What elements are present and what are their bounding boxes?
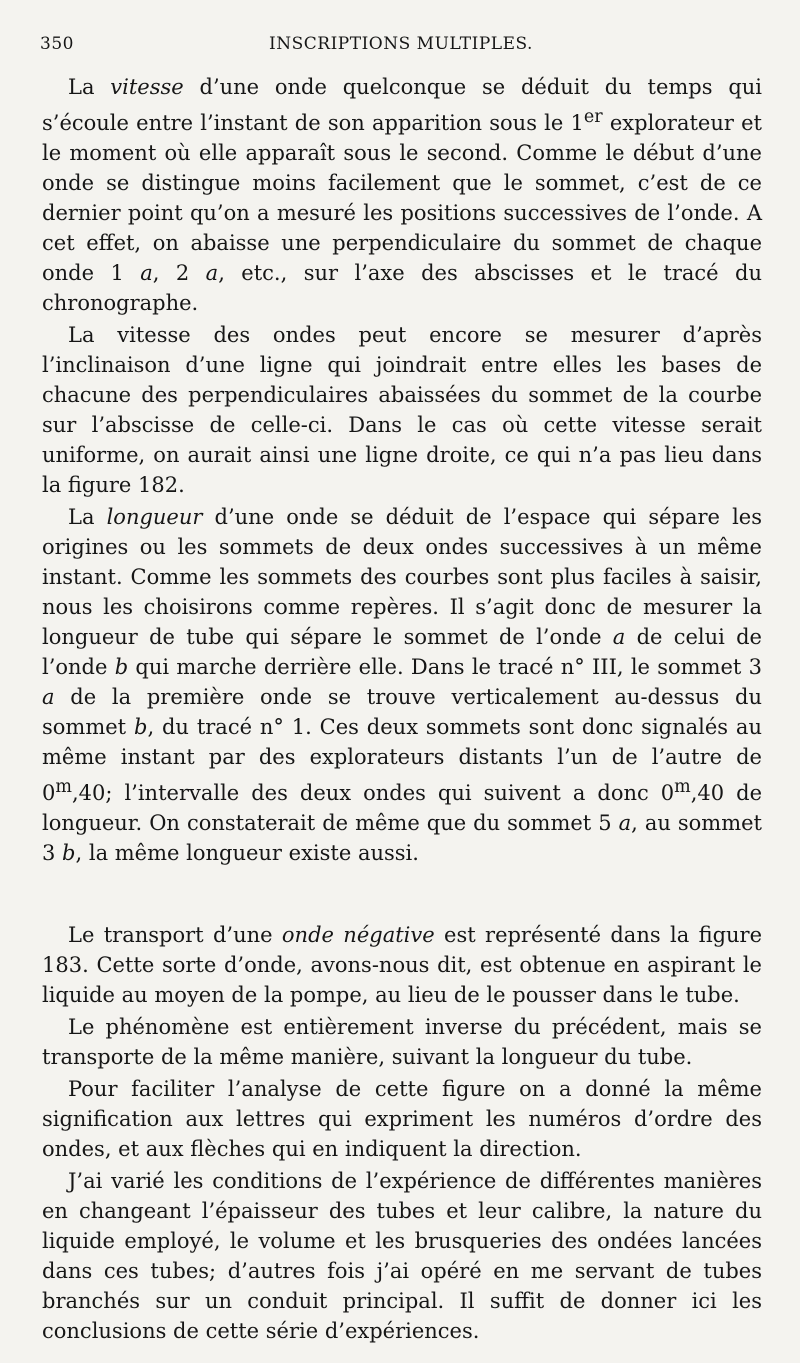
page-number: 350 [40,34,74,54]
paragraph-conditions: J’ai varié les conditions de l’expérience de différentes manières en changeant l’épaisseur des tubes et leur calibre, la nature du liquide employé, le volume et les brusqueries des ondées lancées dans ces tubes; d’autres fois j’ai opéré en me servant de tubes branchés sur un conduit principal. Il suffit de donner ici les conclusions de cette série d’expériences. [42,1169,762,1343]
paragraph-phenomenon: Le phénomène est entièrement inverse du précédent, mais se transporte de la même manière, suivant la longueur du tube. [42,1015,762,1069]
paragraph-inclination: La vitesse des ondes peut encore se mesurer d’après l’inclinaison d’une ligne qui joindrait entre elles les bases de chacune des perpendiculaires abaissées du sommet de la courbe sur l’abscisse de celle-ci. Dans le cas où cette vitesse serait uniforme, on aurait ainsi une ligne droite, ce qui n’a pas lieu dans la figure 182. [42,323,762,497]
page-header [40,34,762,58]
paragraph-analysis: Pour faciliter l’analyse de cette figure on a donné la même signification aux lettres qui expriment les numéros d’ordre des ondes, et aux flèches qui en indiquent la direction. [42,1077,762,1161]
body-text [42,72,762,1346]
running-head: INSCRIPTIONS MULTIPLES. [269,34,533,54]
paragraph-length: La longueur d’une onde se déduit de l’espace qui sépare les origines ou les sommets de deux ondes successives à un même instant. Comme les sommets des courbes sont plus faciles à saisir, nous les choisirons comme repères. Il s’agit donc de mesurer la longueur de tube qui sépare le sommet de l’onde a de celui de l’onde b qui marche derrière elle. Dans le tracé n° III, le sommet 3 a de la première onde se trouve verticalement au-dessus du sommet b, du tracé n° 1. Ces deux sommets sont donc signalés au même instant par des explorateurs distants l’un de l’autre de 0$^m$,40; l’intervalle des deux ondes qui suivent a donc 0$^m$,40 de longueur. On constaterait de même que du sommet 5 a, au sommet 3 b, la même longueur existe aussi. [42,505,763,865]
paragraph-velocity: La vitesse d’une onde quelconque se déduit du temps qui s’écoule entre l’instant de son apparition sous le 1er explorateur et le moment où elle apparaît sous le second. Comme le début d’une onde se distingue moins facilement que le sommet, c’est de ce dernier point qu’on a mesuré les positions successives de l’onde. A cet effet, on abaisse une perpendiculaire du sommet de chaque onde 1 a, 2 a, etc., sur l’axe des abscisses et le tracé du chronographe. [42,75,762,315]
paragraph-negative-wave: Le transport d’une onde négative est représenté dans la figure 183. Cette sorte d’onde, avons-nous dit, est obtenue en aspirant le liquide au moyen de la pompe, au lieu de le pousser dans le tube. [42,923,763,1007]
